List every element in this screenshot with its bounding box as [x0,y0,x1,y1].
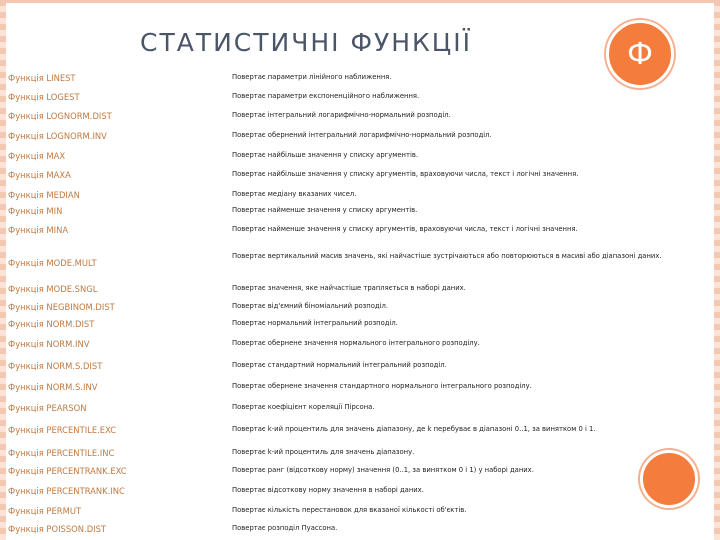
function-description: Повертає обернене значення нормального інтегрального розподілу. [232,339,480,347]
function-name: Функція NORM.INV [8,339,90,349]
function-description: Повертає обернене значення стандартного нормального інтегрального розподілу. [232,382,532,390]
right-border-stripe [714,0,720,540]
function-name: Функція MODE.MULT [8,258,97,268]
function-description: Повертає нормальний інтегральний розподіл. [232,319,398,327]
function-name: Функція PERCENTRANK.EXC [8,466,127,476]
function-description: Повертає значення, яке найчастіше трапляється в наборі даних. [232,284,466,292]
function-description: Повертає коефіцієнт кореляції Пірсона. [232,403,375,411]
function-description: Повертає стандартний нормальний інтегральний розподіл. [232,361,447,369]
function-name: Функція MINA [8,225,69,235]
function-name: Функція PERCENTILE.INC [8,448,115,458]
function-description: Повертає медіану вказаних чисел. [232,190,357,198]
function-description: Повертає параметри лінійного наближення. [232,73,392,81]
function-description: Повертає найменше значення у списку аргументів, враховуючи числа, текст і логічні значення. [232,225,578,233]
function-name: Функція MAXA [8,170,71,180]
left-border-stripe [0,0,6,540]
function-name: Функція MEDIAN [8,190,80,200]
function-description: Повертає від'ємний біноміальний розподіл. [232,302,388,310]
function-name: Функція NEGBINOM.DIST [8,302,115,312]
function-description: Повертає вертикальний масив значень, які найчастіше зустрічаються або повторюються в масиві або діапазоні даних. [232,252,662,260]
decorative-circle [640,450,698,508]
function-name: Функція PEARSON [8,403,87,413]
function-description: Повертає відсоткову норму значення в наборі даних. [232,486,424,494]
function-name: Функція MAX [8,151,66,161]
function-name: Функція NORM.S.INV [8,382,98,392]
function-description: Повертає кількість перестановок для вказаної кількості об'єктів. [232,506,467,514]
top-border [0,0,720,3]
function-description: Повертає найбільше значення у списку аргументів, враховуючи числа, текст і логічні значення. [232,170,579,178]
function-name: Функція PERCENTRANK.INC [8,486,125,496]
function-description: Повертає ранг (відсоткову норму) значення (0..1, за винятком 0 і 1) у наборі даних. [232,466,534,474]
function-name: Функція PERMUT [8,506,82,516]
badge-letter: Ф [627,36,653,72]
page-title: СТАТИСТИЧНІ ФУНКЦІЇ [140,28,472,57]
function-description: Повертає параметри експоненційного наближення. [232,92,420,100]
function-name: Функція NORM.DIST [8,319,95,329]
function-description: Повертає обернений інтегральний логарифмічно-нормальний розподіл. [232,131,492,139]
function-name: Функція LOGEST [8,92,80,102]
function-name: Функція POISSON.DIST [8,524,107,534]
function-description: Повертає розподіл Пуассона. [232,524,338,532]
function-description: Повертає найбільше значення у списку аргументів. [232,151,419,159]
function-description: Повертає k-ий процентиль для значень діапазону, де k перебуває в діапазоні 0..1, за винятком 0 і 1. [232,425,596,433]
function-description: Повертає k-ий процентиль для значень діапазону. [232,448,415,456]
function-name: Функція MODE.SNGL [8,284,98,294]
function-name: Функція PERCENTILE.EXC [8,425,117,435]
function-description: Повертає інтегральний логарифмічно-нормальний розподіл. [232,111,451,119]
function-name: Функція LOGNORM.INV [8,131,107,141]
function-name: Функція LINEST [8,73,76,83]
function-name: Функція NORM.S.DIST [8,361,103,371]
function-name: Функція MIN [8,206,63,216]
function-name: Функція LOGNORM.DIST [8,111,112,121]
function-description: Повертає найменше значення у списку аргументів. [232,206,418,214]
